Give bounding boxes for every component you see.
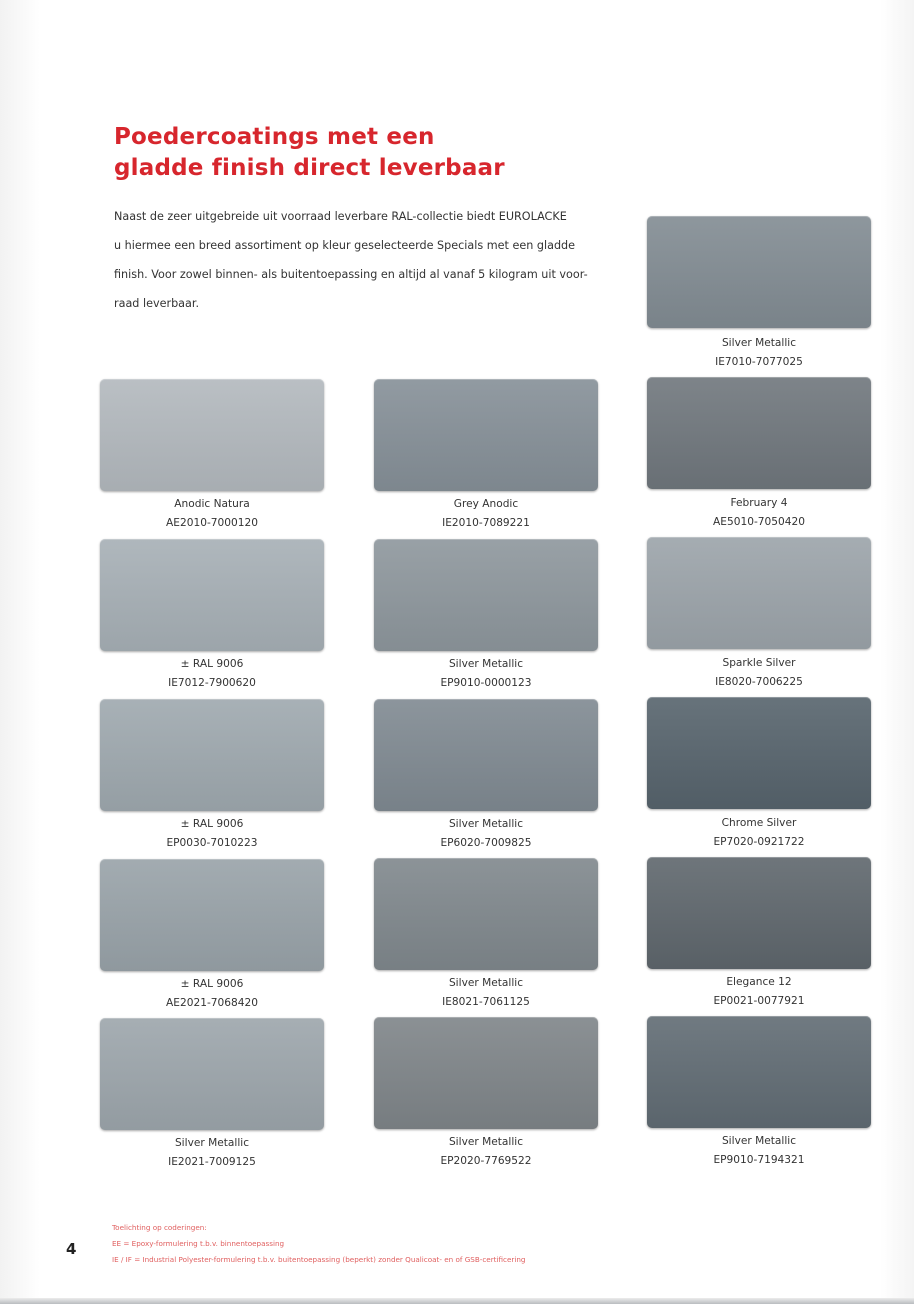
page-number: 4 [66, 1240, 77, 1258]
color-swatch [647, 857, 871, 969]
swatch-code: AE2010-7000120 [166, 517, 258, 529]
swatch-caption [100, 815, 324, 853]
footnote-line: EE = Epoxy-formulering t.b.v. binnentoepassing [112, 1239, 285, 1248]
color-swatch [374, 379, 598, 491]
swatch-name: February 4 [730, 497, 788, 509]
swatch-code: EP2020-7769522 [440, 1155, 532, 1167]
intro-line: u hiermee een breed assortiment op kleur geselecteerde Specials met een gladde [114, 239, 576, 252]
swatch-name: Anodic Natura [174, 498, 250, 510]
swatch-caption [374, 1133, 598, 1171]
swatch-code: AE5010-7050420 [713, 516, 805, 528]
color-swatch [100, 539, 324, 651]
swatch-caption [647, 494, 871, 532]
swatch-caption [374, 495, 598, 533]
swatch-name: Silver Metallic [721, 337, 797, 349]
color-swatch [100, 1018, 324, 1130]
footnote-line: IE / IF = Industrial Polyester-formulering t.b.v. buitentoepassing (beperkt) zonder Qualicoat- en of GSB-certificering [112, 1255, 526, 1264]
swatch-caption [647, 973, 871, 1011]
swatch-code: AE2021-7068420 [166, 997, 258, 1009]
intro-line: raad leverbaar. [114, 297, 200, 310]
swatch-name: Silver Metallic [448, 1136, 524, 1148]
swatch-code: IE2021-7009125 [168, 1156, 256, 1168]
swatch-name: Silver Metallic [174, 1137, 250, 1149]
swatch-name: Silver Metallic [721, 1135, 797, 1147]
page-bottom-edge [0, 1298, 914, 1304]
color-swatch [647, 537, 871, 649]
intro-line: Naast de zeer uitgebreide uit voorraad leverbare RAL-collectie biedt EUROLACKE [114, 210, 567, 223]
color-swatch [100, 859, 324, 971]
swatch-code: EP0030-7010223 [166, 837, 258, 849]
color-swatch [647, 697, 871, 809]
swatch-name: Silver Metallic [448, 658, 524, 670]
code-legend-footnote [112, 1220, 672, 1268]
color-swatch [374, 699, 598, 811]
swatch-code: IE2010-7089221 [442, 517, 530, 529]
swatch-name: Chrome Silver [721, 817, 797, 829]
swatch-name: Sparkle Silver [722, 657, 796, 669]
swatch-caption [100, 655, 324, 693]
swatch-code: EP0021-0077921 [713, 995, 805, 1007]
color-swatch [100, 379, 324, 491]
swatch-caption [374, 815, 598, 853]
swatch-code: IE8021-7061125 [442, 996, 530, 1008]
swatch-name: Silver Metallic [448, 977, 524, 989]
swatch-code: EP6020-7009825 [440, 837, 532, 849]
swatch-caption [647, 814, 871, 852]
footnote-line: Toelichting op coderingen: [112, 1223, 207, 1232]
color-swatch [100, 699, 324, 811]
swatch-name: ± RAL 9006 [180, 658, 244, 670]
swatch-caption [100, 975, 324, 1013]
swatch-caption [100, 1134, 324, 1172]
swatch-code: IE7012-7900620 [168, 677, 256, 689]
page-title [114, 122, 505, 184]
swatch-name: ± RAL 9006 [180, 978, 244, 990]
swatch-code: EP9010-7194321 [713, 1154, 805, 1166]
swatch-code: EP7020-0921722 [713, 836, 805, 848]
color-swatch [647, 216, 871, 328]
swatch-name: Elegance 12 [726, 976, 792, 988]
color-swatch [647, 1016, 871, 1128]
swatch-caption [374, 974, 598, 1012]
swatch-code: IE8020-7006225 [715, 676, 803, 688]
color-swatch [374, 1017, 598, 1129]
swatch-caption [647, 1132, 871, 1170]
swatch-caption [374, 655, 598, 693]
swatch-name: Grey Anodic [453, 498, 519, 510]
swatch-code: IE7010-7077025 [715, 356, 803, 368]
swatch-caption [647, 334, 871, 372]
intro-paragraph [114, 202, 614, 318]
intro-line: finish. Voor zowel binnen- als buitentoepassing en altijd al vanaf 5 kilogram uit voor- [114, 268, 588, 281]
swatch-caption [100, 495, 324, 533]
swatch-code: EP9010-0000123 [440, 677, 532, 689]
color-swatch [647, 377, 871, 489]
title-line: gladde finish direct leverbaar [114, 155, 505, 181]
color-swatch [374, 539, 598, 651]
color-swatch [374, 858, 598, 970]
title-line: Poedercoatings met een [114, 124, 435, 150]
swatch-name: Silver Metallic [448, 818, 524, 830]
swatch-name: ± RAL 9006 [180, 818, 244, 830]
swatch-caption [647, 654, 871, 692]
